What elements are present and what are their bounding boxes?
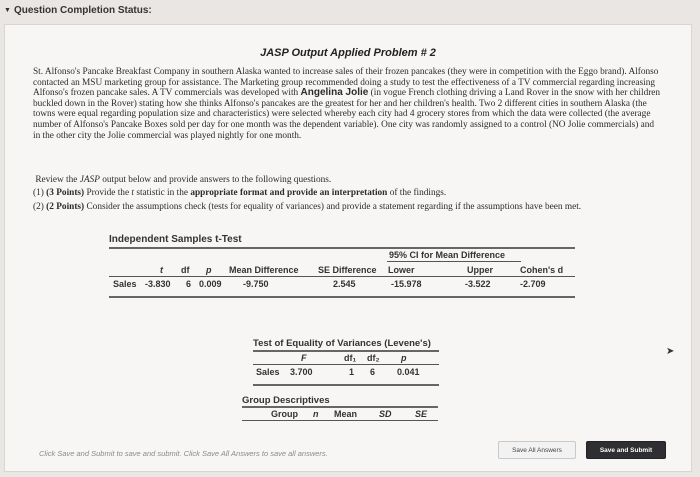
q2-number: (2) bbox=[33, 202, 44, 212]
q1-text-d: of the findings. bbox=[389, 188, 447, 198]
question-status-label: Question Completion Status: bbox=[13, 4, 152, 16]
ttest-upper-value: -3.522 bbox=[465, 279, 491, 289]
collapse-arrow-icon[interactable]: ▼ bbox=[4, 6, 11, 14]
levene-p-value: 0.041 bbox=[397, 367, 420, 377]
col-se-diff: SE Difference bbox=[318, 265, 377, 275]
desc-col-mean: Mean bbox=[334, 409, 358, 419]
ttest-se-diff-value: 2.545 bbox=[333, 279, 356, 289]
desc-col-se: SE bbox=[415, 409, 428, 419]
desc-col-n: n bbox=[313, 409, 319, 419]
levene-df1-value: 1 bbox=[349, 367, 355, 377]
ttest-title: Independent Samples t-Test bbox=[109, 234, 242, 245]
paragraph-name: Angelina Jolie bbox=[300, 87, 369, 99]
paragraph-text-post: (in vogue French clothing driving a Land Rover in the snow with her children buckled down in the Rover) stating how she thinks Alfonso's pancakes are the greatest for her and her children's health. Two 2 different cities in southern Alaska (the towns were equal regarding population size and characteristics) were selected whereby each city had 4 grocery stores from which the data were collected (the average number of Alfonso's Pancake Boxes sold per day for one month was the dependent variable). One city was randomly assigned to a control (NO Jolie commercials) and in the other city the Jolie commercial was played nightly for one month. bbox=[33, 88, 661, 141]
levene-col-p: p bbox=[401, 353, 407, 363]
q1-text-a: Provide the bbox=[86, 188, 130, 198]
mouse-cursor-icon: ➤ bbox=[666, 346, 675, 357]
descriptives-table bbox=[5, 25, 691, 471]
review-jasp: JASP bbox=[79, 175, 100, 185]
save-all-answers-button[interactable]: Save All Answers bbox=[498, 441, 576, 459]
desc-col-sd: SD bbox=[379, 409, 392, 419]
ttest-p-value: 0.009 bbox=[199, 279, 222, 289]
descriptives-header-rule bbox=[242, 420, 438, 421]
q2-text: Consider the assumptions check (tests for equality of variances) and provide a statement regarding if the assumptions have been met. bbox=[86, 202, 582, 212]
q1-text-b: statistic in the bbox=[136, 188, 188, 198]
ttest-row-label: Sales bbox=[113, 279, 137, 289]
question-card bbox=[4, 24, 692, 472]
ttest-df-value: 6 bbox=[186, 279, 192, 289]
q2-points: (2 Points) bbox=[46, 202, 85, 212]
ttest-cohens-d-value: -2.709 bbox=[520, 279, 546, 289]
levene-col-df1: df₁ bbox=[344, 353, 357, 363]
levene-row-label: Sales bbox=[256, 367, 280, 377]
ttest-lower-value: -15.978 bbox=[391, 279, 422, 289]
col-t: t bbox=[160, 265, 163, 275]
levene-f-value: 3.700 bbox=[290, 367, 313, 377]
col-cohens-d: Cohen's d bbox=[520, 265, 564, 275]
paragraph-text-pre: St. Alfonso's Pancake Breakfast Company in southern Alaska wanted to increase sales of their frozen pancakes (they were in competition with the Eggo brand). Alfonso contacted an MSU marketing group for assistance. The Marketing group recommended doing a study to test the effectiveness of a TV commercial regarding increasing Alfonso's frozen pancake sales. A TV commercials was developed with bbox=[33, 67, 659, 99]
desc-col-group: Group bbox=[271, 409, 298, 419]
footer-note: Click Save and Submit to save and submit. Click Save All Answers to save all answers. bbox=[39, 449, 328, 458]
descriptives-title: Group Descriptives bbox=[242, 395, 330, 406]
q1-points: (3 Points) bbox=[46, 188, 85, 198]
q1-text-c: appropriate format and provide an interpretation bbox=[190, 188, 388, 198]
col-mean-diff: Mean Difference bbox=[229, 265, 299, 275]
levene-title: Test of Equality of Variances (Levene's) bbox=[253, 338, 431, 349]
col-p: p bbox=[206, 265, 212, 275]
q1-t: t bbox=[131, 188, 134, 198]
col-lower: Lower bbox=[388, 265, 415, 275]
ttest-mean-diff-value: -9.750 bbox=[243, 279, 269, 289]
descriptives-top-rule bbox=[242, 406, 438, 408]
review-pre: Review the bbox=[35, 175, 78, 185]
review-post: output below and provide answers to the following questions. bbox=[102, 175, 332, 185]
levene-col-df2: df₂ bbox=[367, 353, 380, 363]
levene-df2-value: 6 bbox=[370, 367, 376, 377]
ttest-ci-header: 95% CI for Mean Difference bbox=[389, 250, 506, 260]
col-df: df bbox=[181, 265, 190, 275]
problem-title: JASP Output Applied Problem # 2 bbox=[260, 47, 436, 59]
ttest-t-value: -3.830 bbox=[145, 279, 171, 289]
col-upper: Upper bbox=[467, 265, 494, 275]
question-status-bar[interactable] bbox=[0, 0, 700, 20]
levene-col-f: F bbox=[301, 353, 307, 363]
save-and-submit-button[interactable]: Save and Submit bbox=[586, 441, 666, 459]
q1-number: (1) bbox=[33, 188, 44, 198]
